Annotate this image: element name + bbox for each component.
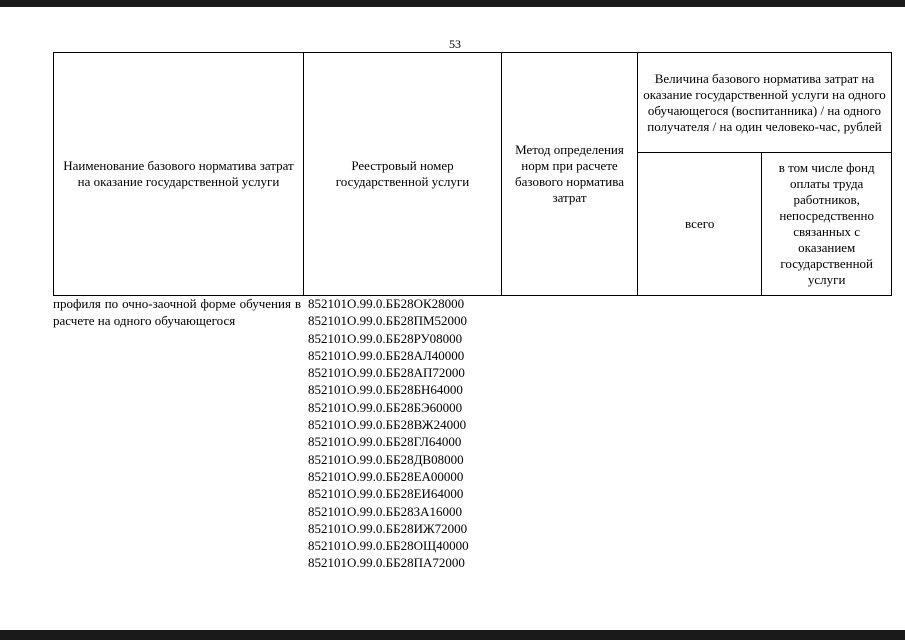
top-scan-border xyxy=(0,0,905,7)
header-service-name: Наименование базового норматива затрат на оказание государственной услуги xyxy=(54,53,304,296)
header-total: всего xyxy=(638,153,762,296)
registry-code: 852101О.99.0.ББ28ОК28000 xyxy=(308,296,465,311)
registry-code: 852101О.99.0.ББ28АЛ40000 xyxy=(308,347,465,363)
registry-codes-list xyxy=(308,295,508,572)
norms-table-header xyxy=(53,52,892,296)
registry-code: 852101О.99.0.ББ28БН64000 xyxy=(308,382,463,398)
bottom-scan-border xyxy=(0,630,905,640)
registry-code: 852101О.99.0.ББ28ВЖ24000 xyxy=(308,417,467,433)
registry-code: 852101О.99.0.ББ28ПМ52000 xyxy=(308,313,468,329)
registry-code: 852101О.99.0.ББ28ЗА16000 xyxy=(308,503,462,519)
header-including-payroll: в том числе фонд оплаты труда работников, непосредственно связанных с оказанием государственной услуги xyxy=(762,153,892,296)
row-service-name: профиля по очно-заочной форме обучения в расчете на одного обучающегося xyxy=(53,296,301,328)
registry-code: 852101О.99.0.ББ28ИЖ72000 xyxy=(308,520,468,536)
registry-code: 852101О.99.0.ББ28ЕА00000 xyxy=(308,468,464,484)
registry-code: 852101О.99.0.ББ28БЭ60000 xyxy=(308,399,463,415)
registry-code: 852101О.99.0.ББ28РУ08000 xyxy=(308,330,463,346)
header-calculation-method: Метод определения норм при расчете базового норматива затрат xyxy=(502,53,638,296)
registry-code: 852101О.99.0.ББ28ОЩ40000 xyxy=(308,538,469,554)
page-number: 53 xyxy=(449,37,461,51)
registry-code: 852101О.99.0.ББ28ДВ08000 xyxy=(308,451,464,467)
registry-code: 852101О.99.0.ББ28ЕИ64000 xyxy=(308,486,464,502)
registry-code: 852101О.99.0.ББ28ГЛ64000 xyxy=(308,434,462,450)
registry-code: 852101О.99.0.ББ28ПА72000 xyxy=(308,555,465,571)
header-registry-number: Реестровый номер государственной услуги xyxy=(304,53,502,296)
registry-code: 852101О.99.0.ББ28АП72000 xyxy=(308,365,465,381)
header-base-norm-value: Величина базового норматива затрат на оказание государственной услуги на одного обучающегося (воспитанника) / на одного получателя / на один человеко-час, рублей xyxy=(638,53,892,153)
